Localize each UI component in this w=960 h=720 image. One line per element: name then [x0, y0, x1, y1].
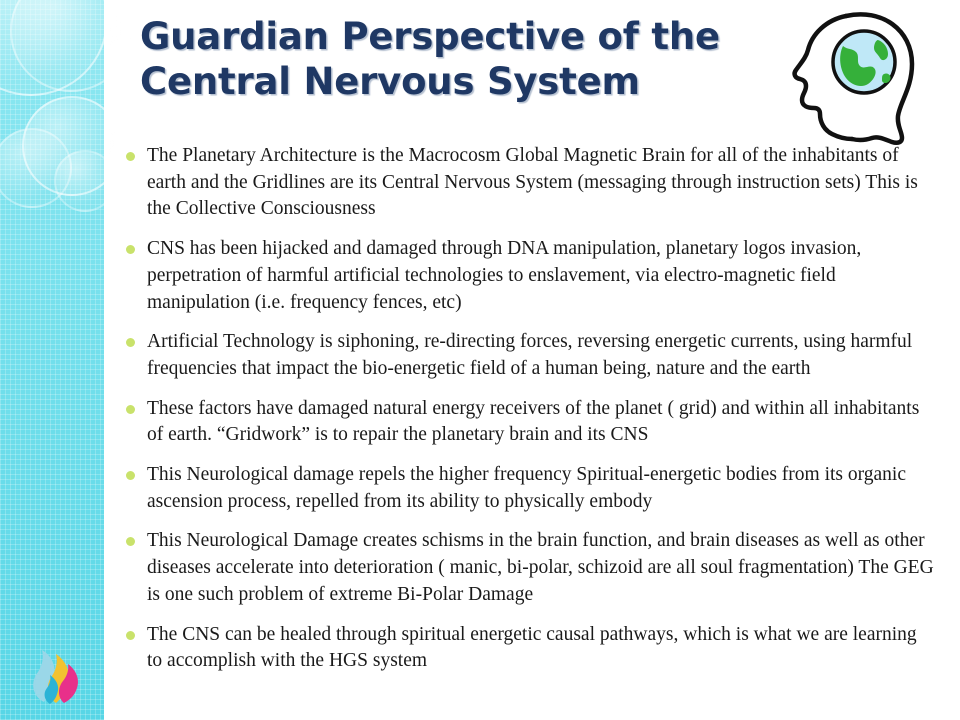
- list-item-text: Artificial Technology is siphoning, re-directing forces, reversing energetic currents, using harmful frequencies that impact the bio-energetic field of a human being, nature and the earth: [147, 331, 913, 379]
- page-title: [140, 14, 780, 104]
- decorative-sidebar: [0, 0, 104, 720]
- bullet-dot-icon: [126, 471, 135, 480]
- tri-color-flame-logo-icon: [26, 634, 82, 704]
- list-item: [118, 396, 936, 449]
- list-item-text: The Planetary Architecture is the Macrocosm Global Magnetic Brain for all of the inhabitants of earth and the Gridlines are its Central Nervous System (messaging through instruction sets) This is the Collective Consciousness: [147, 145, 918, 220]
- head-with-earth-brain-icon: [786, 6, 926, 148]
- title-line-1: Guardian Perspective of the: [140, 15, 720, 58]
- list-item-text: This Neurological damage repels the higher frequency Spiritual-energetic bodies from its organic ascension process, repelled from its ability to physically embody: [147, 464, 906, 512]
- list-item: [118, 143, 936, 223]
- bullet-dot-icon: [126, 631, 135, 640]
- list-item-text: This Neurological Damage creates schisms in the brain function, and brain diseases as well as other diseases accelerate into deterioration ( manic, bi-polar, schizoid are all soul fragmentation) The GEG is one such problem of extreme Bi-Polar Damage: [147, 530, 934, 605]
- list-item: [118, 462, 936, 515]
- title-line-2: Central Nervous System: [140, 60, 640, 104]
- bullet-dot-icon: [126, 338, 135, 347]
- list-item-text: CNS has been hijacked and damaged through DNA manipulation, planetary logos invasion, perpetration of harmful artificial technologies to enslavement, via electro-magnetic field manipulation (i.e. frequency fences, etc): [147, 238, 862, 313]
- bullet-list: [118, 143, 936, 688]
- list-item: [118, 622, 936, 675]
- bullet-dot-icon: [126, 152, 135, 161]
- list-item-text: The CNS can be healed through spiritual energetic causal pathways, which is what we are learning to accomplish with the HGS system: [147, 623, 917, 672]
- bullet-dot-icon: [126, 245, 135, 254]
- list-item-text: These factors have damaged natural energy receivers of the planet ( grid) and within all inhabitants of earth. “Gridwork” is to repair the planetary brain and its CNS: [147, 397, 920, 446]
- list-item: [118, 329, 936, 382]
- list-item: [118, 528, 936, 608]
- sidebar-edge: [104, 0, 109, 720]
- bullet-dot-icon: [126, 405, 135, 414]
- list-item: [118, 236, 936, 316]
- bullet-dot-icon: [126, 537, 135, 546]
